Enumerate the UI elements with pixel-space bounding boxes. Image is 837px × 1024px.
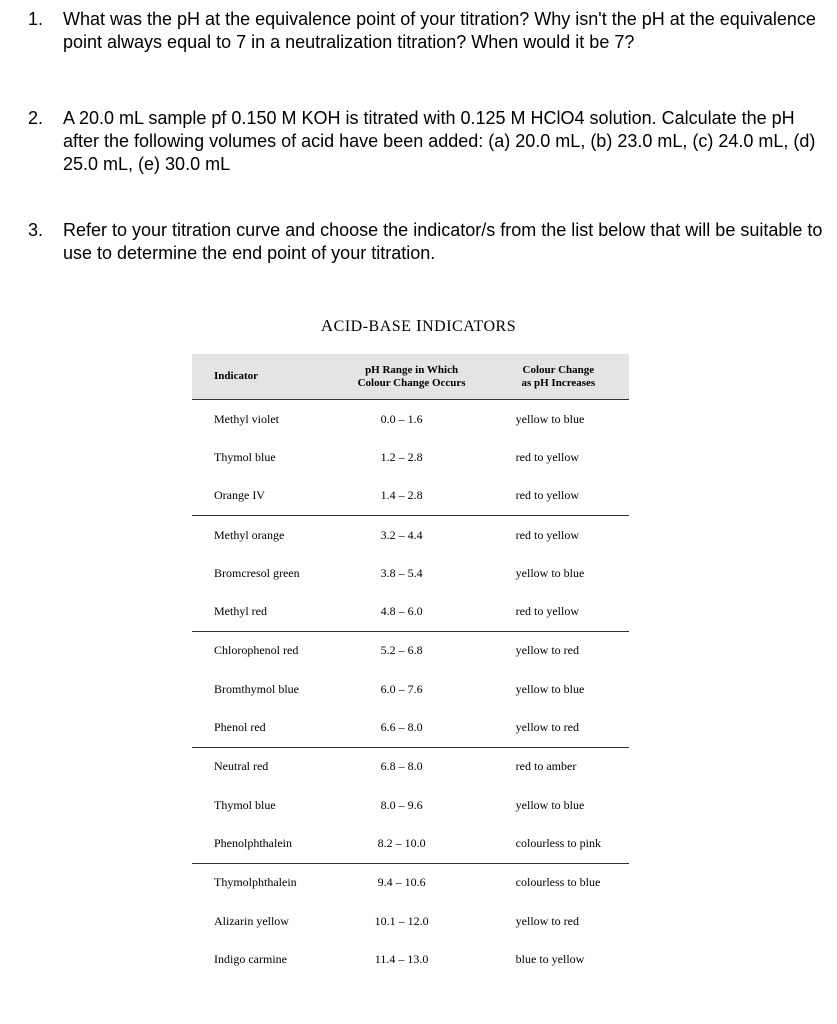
table-row <box>192 477 629 516</box>
table-row <box>192 863 629 902</box>
table-row <box>192 631 629 670</box>
indicator-name: Methyl red <box>192 592 335 631</box>
ph-range: 9.4 – 10.6 <box>377 875 426 890</box>
ph-range: 1.4 – 2.8 <box>335 477 487 516</box>
indicator-name: Bromthymol blue <box>214 681 299 696</box>
table-row <box>192 786 629 824</box>
colour-change: red to yellow <box>515 449 579 464</box>
indicator-name: Methyl orange <box>214 527 285 542</box>
colour-change: yellow to blue <box>515 681 585 696</box>
question-number: 2. <box>28 108 44 128</box>
ph-range: 6.6 – 8.0 <box>335 708 487 747</box>
indicator-name: Chlorophenol red <box>214 643 299 658</box>
table-row <box>192 554 629 592</box>
colour-change: red to yellow <box>488 477 629 516</box>
table-row <box>192 670 629 708</box>
table-row <box>192 747 629 786</box>
table-row <box>192 438 629 476</box>
table-row <box>192 592 629 631</box>
colour-change: red to yellow <box>515 527 579 542</box>
question-number: 1. <box>28 9 44 29</box>
ph-range: 10.1 – 12.0 <box>374 913 429 928</box>
table-row <box>192 940 629 978</box>
indicator-name: Neutral red <box>214 759 269 774</box>
colour-change: yellow to red <box>488 708 629 747</box>
ph-range: 3.2 – 4.4 <box>380 527 423 542</box>
indicator-name: Thymolphthalein <box>214 875 297 890</box>
indicator-name: Orange IV <box>192 477 335 516</box>
title-initial-i: I <box>415 316 423 335</box>
table-row <box>192 515 629 554</box>
indicator-name: Thymol blue <box>214 449 276 464</box>
ph-range: 3.8 – 5.4 <box>380 565 423 580</box>
title-part-1: CID-BASE <box>333 318 416 335</box>
header-ph-range-line2: Colour Change Occurs <box>357 376 466 389</box>
indicator-name: Indigo carmine <box>214 951 287 966</box>
table-body <box>192 400 629 979</box>
indicator-name: Thymol blue <box>214 797 276 812</box>
table-title <box>0 316 837 336</box>
colour-change: red to yellow <box>488 592 629 631</box>
colour-change: yellow to blue <box>515 411 585 426</box>
colour-change: colourless to pink <box>488 824 629 863</box>
question-text: Refer to your titration curve and choose the indicator/s from the list below that will be suitable to use to determine the end point of your titration. <box>63 220 823 263</box>
question-text: What was the pH at the equivalence point of your titration? Why isn't the pH at the equivalence point always equal to 7 in a neutralization titration? When would it be 7? <box>63 9 816 52</box>
question-text: A 20.0 mL sample pf 0.150 M KOH is titrated with 0.125 M HClO4 solution. Calculate the pH after the following volumes of acid have been added: (a) 20.0 mL, (b) 23.0 mL, (c) 24.0 mL, (d) 25.0 mL, (e) 30.0 mL <box>63 108 816 174</box>
colour-change: yellow to blue <box>515 797 585 812</box>
header-ph-range-line1: pH Range in Which <box>365 363 459 376</box>
indicator-name: Methyl violet <box>214 411 279 426</box>
indicator-name: Bromcresol green <box>214 565 300 580</box>
ph-range: 6.0 – 7.6 <box>380 681 423 696</box>
colour-change: red to amber <box>515 759 577 774</box>
table-row <box>192 400 629 439</box>
ph-range: 6.8 – 8.0 <box>380 759 423 774</box>
colour-change: colourless to blue <box>515 875 601 890</box>
header-indicator: Indicator <box>192 354 335 400</box>
table-row <box>192 902 629 940</box>
header-colour-change <box>488 354 629 400</box>
colour-change: blue to yellow <box>515 951 585 966</box>
indicator-name: Phenolphthalein <box>192 824 335 863</box>
header-ph-range <box>335 354 487 400</box>
header-colour-change-line1: Colour Change <box>522 363 595 376</box>
ph-range: 4.8 – 6.0 <box>335 592 487 631</box>
colour-change: yellow to blue <box>515 565 585 580</box>
title-part-2: NDICATORS <box>422 318 517 335</box>
title-initial-a: A <box>320 316 334 335</box>
indicator-name: Alizarin yellow <box>214 913 289 928</box>
colour-change: yellow to red <box>515 913 579 928</box>
ph-range: 5.2 – 6.8 <box>380 643 423 658</box>
question-number: 3. <box>28 220 44 240</box>
table-header-row <box>192 354 629 400</box>
ph-range: 0.0 – 1.6 <box>380 411 423 426</box>
ph-range: 8.0 – 9.6 <box>380 797 423 812</box>
indicators-table <box>192 354 629 978</box>
indicator-name: Phenol red <box>192 708 335 747</box>
table-row <box>192 824 629 863</box>
ph-range: 1.2 – 2.8 <box>380 449 423 464</box>
table-row <box>192 708 629 747</box>
ph-range: 8.2 – 10.0 <box>335 824 487 863</box>
ph-range: 11.4 – 13.0 <box>374 951 429 966</box>
header-colour-change-line2: as pH Increases <box>521 376 596 389</box>
colour-change: yellow to red <box>515 643 579 658</box>
